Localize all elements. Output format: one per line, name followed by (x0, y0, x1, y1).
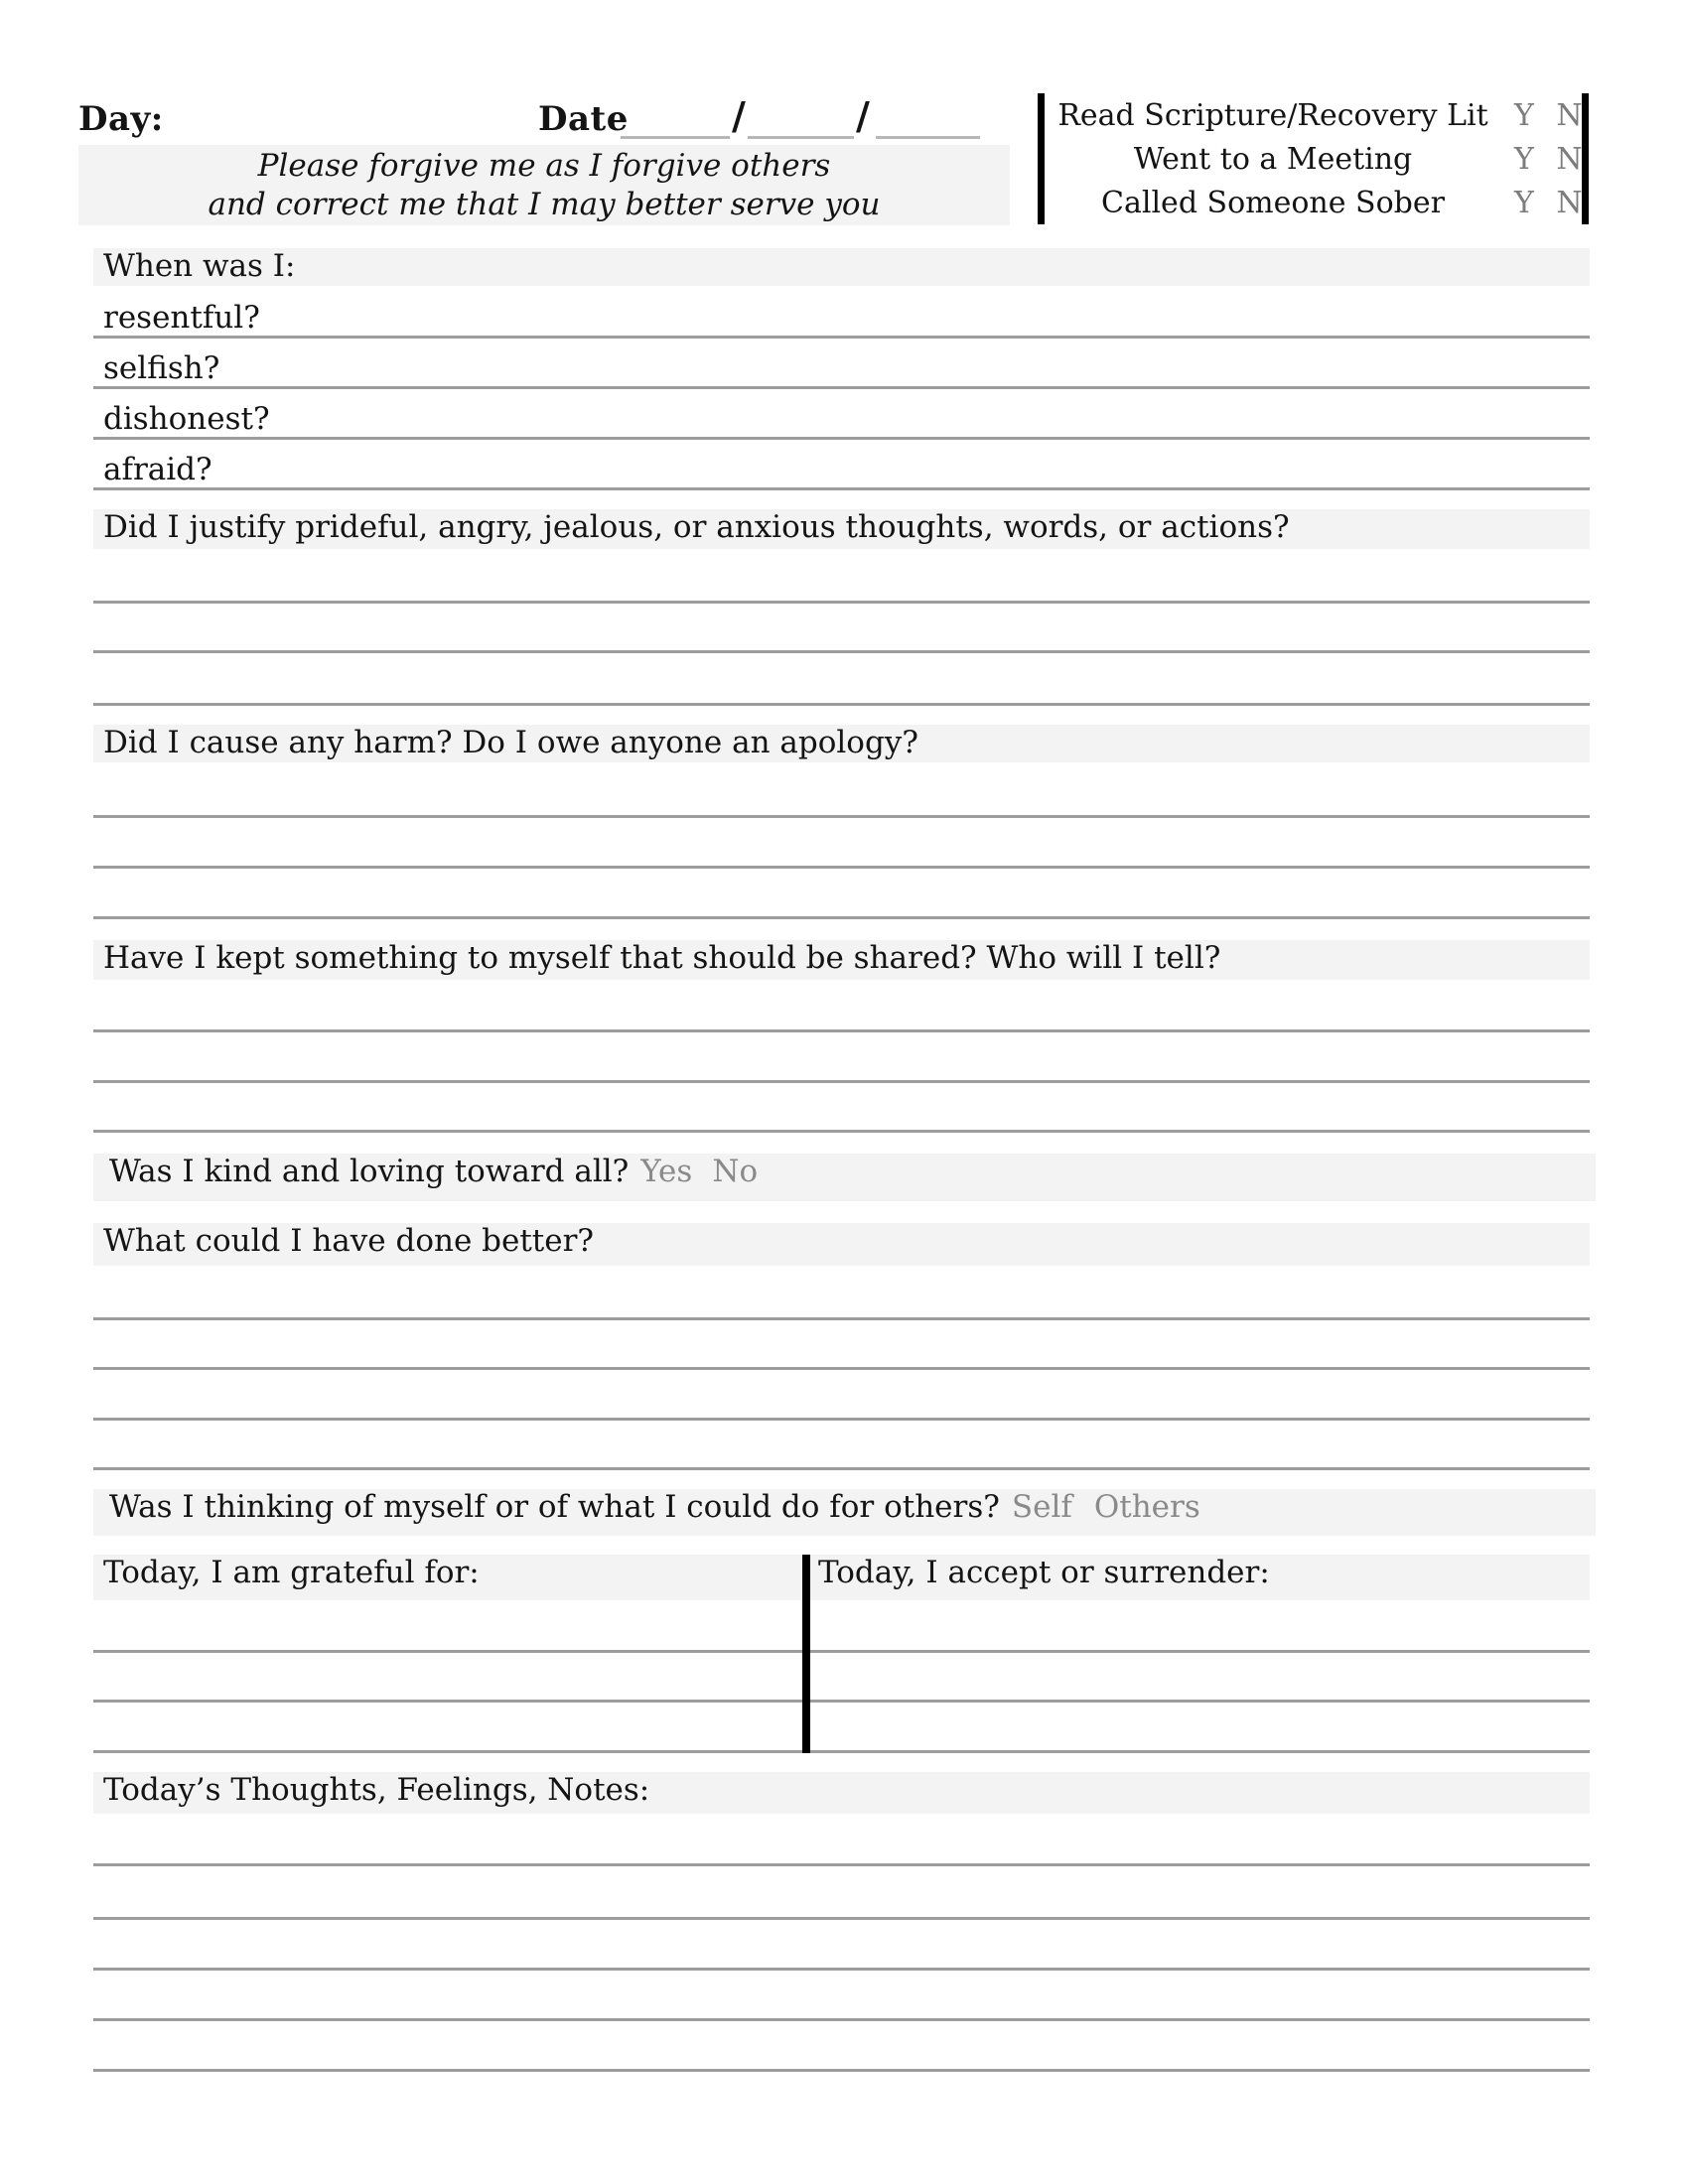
writing-line[interactable] (93, 1080, 1590, 1083)
date-field-day[interactable] (748, 136, 854, 139)
kind-option-no[interactable]: No (712, 1154, 759, 1189)
writing-line[interactable] (93, 601, 1590, 604)
section-when-was-i (93, 248, 1590, 286)
column-divider (802, 1555, 810, 1753)
day-label: Day: (78, 99, 164, 139)
writing-line[interactable] (93, 487, 1590, 490)
checklist-row-meeting (1045, 137, 1582, 181)
checklist-label-called: Called Someone Sober (1101, 185, 1445, 220)
date-label: Date (538, 99, 629, 139)
date-slash-1: / (732, 93, 746, 138)
prompt-dishonest: dishonest? (103, 401, 270, 437)
writing-line[interactable] (810, 1700, 1590, 1703)
prayer-quote-line1: Please forgive me as I forgive others (257, 148, 831, 184)
section-better (93, 1223, 1590, 1266)
writing-line[interactable] (93, 1418, 1590, 1421)
prompt-selfish: selfish? (103, 350, 220, 386)
writing-line[interactable] (93, 916, 1590, 919)
checklist-options-called (1501, 186, 1582, 220)
section-harm (93, 725, 1590, 762)
writing-line[interactable] (93, 1750, 802, 1753)
date-slash-2: / (856, 93, 870, 138)
grateful-label: Today, I am grateful for: (103, 1555, 480, 1590)
checklist-options-meeting (1501, 142, 1582, 177)
surrender-label: Today, I accept or surrender: (818, 1555, 1270, 1590)
writing-line[interactable] (93, 703, 1590, 706)
kind-option-yes[interactable]: Yes (640, 1154, 693, 1189)
prompt-resentful: resentful? (103, 300, 260, 336)
question-justify: Did I justify prideful, angry, jealous, or anxious thoughts, words, or actions? (103, 509, 1290, 545)
daily-checklist (1038, 93, 1589, 224)
checklist-option-no[interactable]: N (1556, 97, 1583, 133)
section-notes (93, 1772, 1590, 1814)
writing-line[interactable] (93, 1029, 1590, 1032)
writing-line[interactable] (93, 2018, 1590, 2021)
thinking-option-self[interactable]: Self (1011, 1489, 1072, 1525)
checklist-option-no[interactable]: N (1556, 141, 1583, 177)
section-kept (93, 940, 1590, 980)
writing-line[interactable] (93, 1130, 1590, 1133)
checklist-options-scripture (1501, 98, 1582, 133)
writing-line[interactable] (93, 1317, 1590, 1320)
writing-line[interactable] (93, 1467, 1590, 1470)
prayer-quote (78, 145, 1010, 225)
writing-line[interactable] (93, 437, 1590, 440)
when-was-i-title: When was I: (103, 248, 296, 284)
writing-line[interactable] (810, 1650, 1590, 1653)
section-kind (93, 1154, 1596, 1201)
checklist-option-no[interactable]: N (1556, 185, 1583, 220)
notes-title: Today’s Thoughts, Feelings, Notes: (103, 1772, 650, 1808)
writing-line[interactable] (93, 1700, 802, 1703)
writing-line[interactable] (93, 336, 1590, 339)
writing-line[interactable] (93, 650, 1590, 653)
writing-line[interactable] (93, 1917, 1590, 1920)
prayer-quote-line2: and correct me that I may better serve you (208, 187, 881, 222)
question-better: What could I have done better? (103, 1223, 595, 1259)
checklist-option-yes[interactable]: Y (1514, 97, 1534, 133)
checklist-label-scripture: Read Scripture/Recovery Lit (1057, 97, 1488, 133)
writing-line[interactable] (93, 1863, 1590, 1866)
date-field-year[interactable] (876, 136, 980, 139)
checklist-row-called (1045, 181, 1582, 224)
checklist-option-yes[interactable]: Y (1514, 185, 1534, 220)
section-justify (93, 509, 1590, 549)
section-surrender (810, 1555, 1590, 1600)
writing-line[interactable] (93, 815, 1590, 818)
thinking-option-others[interactable]: Others (1093, 1489, 1200, 1525)
section-thinking (93, 1489, 1596, 1536)
question-kept: Have I kept something to myself that should be shared? Who will I tell? (103, 940, 1221, 976)
writing-line[interactable] (810, 1750, 1590, 1753)
writing-line[interactable] (93, 866, 1590, 869)
checklist-option-yes[interactable]: Y (1514, 141, 1534, 177)
checklist-row-scripture (1045, 93, 1582, 137)
checklist-label-meeting: Went to a Meeting (1133, 141, 1413, 177)
section-grateful (93, 1555, 802, 1600)
writing-line[interactable] (93, 386, 1590, 389)
writing-line[interactable] (93, 1650, 802, 1653)
writing-line[interactable] (93, 2069, 1590, 2072)
writing-line[interactable] (93, 1367, 1590, 1370)
writing-line[interactable] (93, 1968, 1590, 1971)
question-kind: Was I kind and loving toward all? (109, 1154, 630, 1189)
date-field-month[interactable] (621, 136, 730, 139)
prompt-afraid: afraid? (103, 452, 212, 487)
question-harm: Did I cause any harm? Do I owe anyone an apology? (103, 725, 918, 760)
question-thinking: Was I thinking of myself or of what I could do for others? (109, 1489, 1000, 1525)
